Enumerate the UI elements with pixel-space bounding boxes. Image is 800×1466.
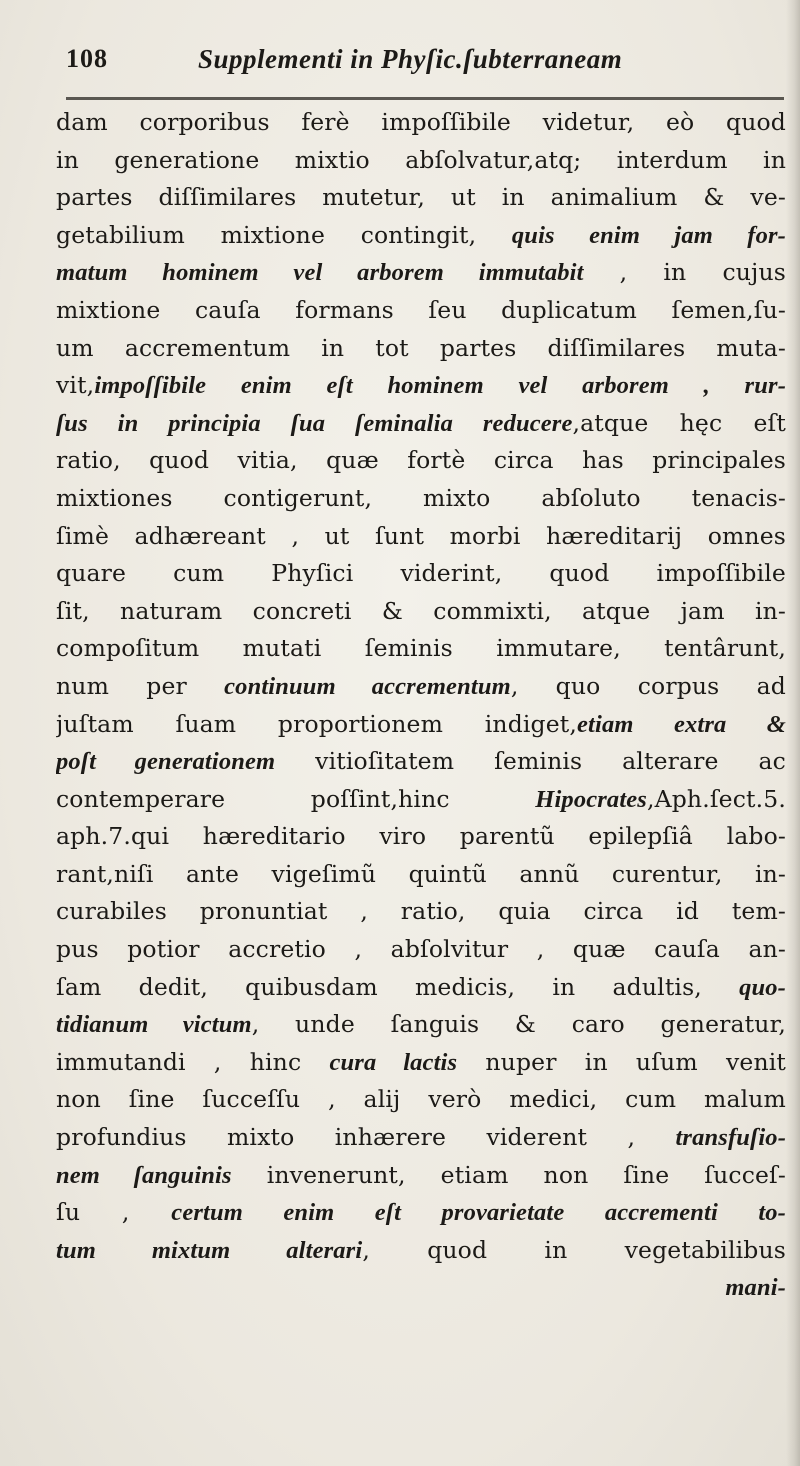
italic-segment: etiam extra & [577,710,786,738]
text-segment: profundius mixto inhærere viderent , [56,1123,676,1152]
text-line [56,405,786,443]
text-segment: ,Aph.ſect.5. [647,784,786,813]
text-segment: partes diſſimilares mutetur, ut in animalium & ve- [56,183,786,212]
text-line [56,856,786,894]
text-line [56,254,786,292]
text-line [56,142,786,180]
text-segment: non ſine ſucceſſu , alij verò medici, cum malum [56,1085,786,1114]
text-segment: , unde ſanguis & caro generatur, [251,1010,786,1039]
italic-segment: matum hominem vel arborem immutabit [56,259,584,287]
text-line [56,1232,786,1270]
text-segment: rant,niſi ante vigeſimũ quintũ annũ curentur, in- [56,859,786,888]
italic-segment: tum mixtum alterari [56,1236,363,1264]
text-segment: um accrementum in tot partes diſſimilares muta- [56,333,786,362]
text-line [56,706,786,744]
text-line [56,292,786,330]
text-segment: getabilium mixtione contingit, [56,220,512,249]
text-segment: ſam dedit, quibusdam medicis, in adultis, [56,972,740,1001]
text-line [56,593,786,631]
italic-segment: mani- [725,1274,786,1302]
text-line [56,743,786,781]
text-segment: nuper in uſum venit [457,1047,786,1076]
text-segment: mixtione cauſa formans ſeu duplicatum ſemen,ſu- [56,295,786,324]
text-line [56,442,786,480]
text-segment: num per [56,671,225,700]
italic-segment: tidianum victum [56,1011,252,1039]
text-segment: ratio, quod vitia, quæ fortè circa has principales [56,446,786,475]
text-segment: juſtam ſuam proportionem indiget, [56,709,578,738]
text-segment: , quo corpus ad [510,671,786,700]
text-line [56,480,786,518]
text-segment: in generatione mixtio abſolvatur,atq; interdum in [56,145,786,174]
text-line [56,555,786,593]
body-text [56,104,786,1307]
italic-segment: quis enim jam for- [511,221,786,249]
page-number: 108 [66,44,108,73]
text-segment: invenerunt, etiam non ſine ſucceſ- [231,1160,786,1189]
italic-segment: ſus in principia ſua ſeminalia reducere [56,409,573,437]
text-line [56,518,786,556]
page-header [66,44,786,84]
text-segment: ſimè adhæreant , ut ſunt morbi hæreditarij omnes [56,521,786,550]
text-segment: immutandi , hinc [56,1047,330,1076]
italic-segment: quo- [739,973,786,1001]
text-line [56,367,786,405]
text-line [56,630,786,668]
text-line [56,781,786,819]
text-segment: vit, [56,371,95,400]
text-line [56,818,786,856]
text-line [56,179,786,217]
text-line [56,1006,786,1044]
text-line [56,1119,786,1157]
running-head: Supplementi in Phyſic.ſubterraneam [198,44,623,74]
italic-segment: transfuſio- [675,1124,786,1152]
text-segment: , quod in vegetabilibus [362,1235,786,1264]
text-segment: dam corporibus ferè impoſſibile videtur, eò quod [56,108,786,136]
text-line [56,931,786,969]
italic-segment: Hipocrates [535,785,647,813]
text-segment: vitioſitatem ſeminis alterare ac [275,747,786,776]
text-line [56,1081,786,1119]
page-edge-shadow [786,0,800,1466]
text-segment: curabiles pronuntiat , ratio, quia circa id tem- [56,897,786,926]
text-segment: ſit, naturam concreti & commixti, atque jam in- [56,596,786,625]
text-segment: quare cum Phyſici viderint, quod impoſſibile [56,559,786,588]
text-line [56,330,786,368]
text-line [56,217,786,255]
italic-segment: continuum accrementum [224,672,511,700]
text-segment: contemperare poſſint,hinc [56,784,536,813]
italic-segment: poſt generationem [56,748,276,776]
text-line [56,969,786,1007]
text-line [56,893,786,931]
italic-segment: nem ſanguinis [56,1161,232,1189]
italic-segment: impoſſibile enim eſt hominem vel arborem , rur- [94,372,786,400]
italic-segment: cura lactis [329,1048,458,1076]
text-segment: compoſitum mutati ſeminis immutare, tentârunt, [56,634,786,663]
text-line [56,1194,786,1232]
text-segment: aph.7.qui hæreditario viro parentũ epilepſiâ labo- [56,822,786,851]
text-line [56,104,786,142]
text-segment: pus potior accretio , abſolvitur , quæ cauſa an- [56,935,786,964]
text-segment: , in cujus [583,258,786,287]
header-rule [66,97,784,100]
text-line [56,668,786,706]
text-segment: ſu , [56,1198,172,1227]
catchword [56,1269,786,1307]
text-line [56,1044,786,1082]
text-segment: mixtiones contigerunt, mixto abſoluto tenacis- [56,483,786,512]
italic-segment: certum enim eſt provarietate accrementi to- [171,1199,786,1227]
text-line [56,1157,786,1195]
text-segment: ,atque hęc eſt [572,408,786,437]
